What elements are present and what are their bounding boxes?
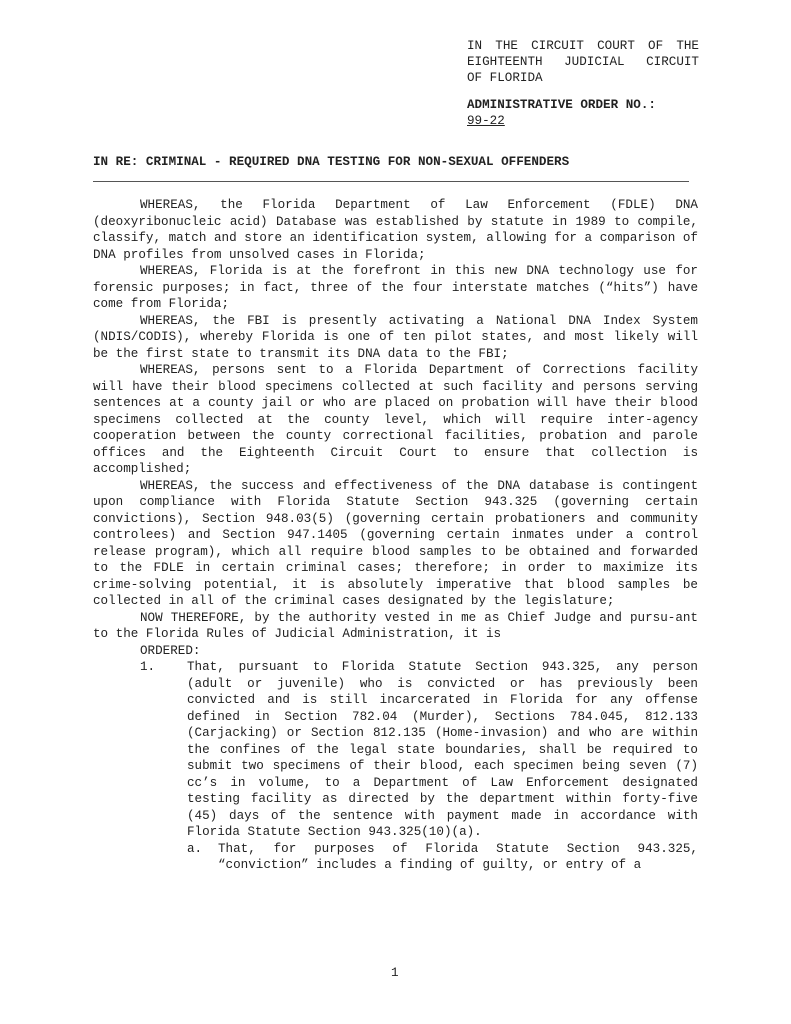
order-item (93, 659, 698, 841)
whereas-paragraph: WHEREAS, the success and effectiveness of the DNA database is contingent upon compliance with Florida Statute Section 943.325 (governing certain convictions), Section 948.03(5) (governing certain probationers and community controlees) and Section 947.1405 (governing certain inmates under a control release program), which all require blood samples to be obtained and forwarded to the FDLE in certain criminal cases; therefore; in order to maximize its crime-solving potential, it is absolutely imperative that blood samples be collected in all of the criminal cases designated by the legislature; (93, 478, 698, 608)
order-subitem-marker: a. (187, 841, 203, 856)
page-number: 1 (391, 966, 399, 980)
order-item-text: That, pursuant to Florida Statute Section 943.325, any person (adult or juvenile) who is convicted or has previously been convicted and is still incarcerated in Florida for any offense defined in Section 782.04 (Murder), Sections 784.045, 812.133 (Carjacking) or Section 812.135 (Home-invasion) and who are within the confines of the legal state boundaries, shall be required to submit two specimens of their blood, each specimen being seven (7) cc’s in volume, to a Department of Law Enforcement designated testing facility as directed by the department within forty-five (45) days of the sentence with payment made in accordance with Florida Statute Section 943.325(10)(a). (187, 660, 698, 839)
order-label: ADMINISTRATIVE ORDER NO.: (467, 98, 656, 112)
court-heading (467, 38, 699, 86)
court-heading-line: IN THE CIRCUIT COURT OF THE (467, 39, 699, 53)
administrative-order-block (467, 97, 707, 129)
order-subitem (93, 841, 698, 874)
caption-divider (93, 181, 689, 182)
court-heading-line: EIGHTEENTH JUDICIAL CIRCUIT (467, 55, 699, 69)
case-caption: IN RE: CRIMINAL - REQUIRED DNA TESTING FOR NON-SEXUAL OFFENDERS (93, 155, 570, 169)
whereas-paragraph: WHEREAS, persons sent to a Florida Department of Corrections facility will have their blood specimens collected at such facility and persons serving sentences at a county jail or who are placed on probation will have their blood specimens collected at the county level, which will require inter-agency cooperation between the county correctional facilities, probation and parole offices and the Eighteenth Circuit Court to ensure that collection is accomplished; (93, 363, 698, 476)
whereas-paragraph: WHEREAS, the Florida Department of Law Enforcement (FDLE) DNA (deoxyribonucleic acid) Database was established by statute in 1989 to compile, classify, match and store an identification system, allowing for a comparison of DNA profiles from unsolved cases in Florida; (93, 198, 698, 262)
whereas-paragraph: WHEREAS, the FBI is presently activating a National DNA Index System (NDIS/CODIS), whereby Florida is one of ten pilot states, and most likely will be the first state to transmit its DNA data to the FBI; (93, 313, 698, 361)
order-item-marker: 1. (140, 660, 156, 674)
ordered-label: ORDERED: (140, 643, 201, 658)
order-subitem-text: That, for purposes of Florida Statute Section 943.325, “conviction” includes a finding of guilty, or entry of a (218, 841, 698, 872)
order-body (93, 197, 698, 874)
court-heading-line: OF FLORIDA (467, 71, 543, 85)
order-number: 99-22 (467, 114, 505, 128)
now-therefore-paragraph: NOW THEREFORE, by the authority vested in me as Chief Judge and pursu-ant to the Florida Rules of Judicial Administration, it is (93, 610, 698, 641)
whereas-paragraph: WHEREAS, Florida is at the forefront in this new DNA technology use for forensic purposes; in fact, three of the four interstate matches (“hits”) have come from Florida; (93, 264, 698, 311)
